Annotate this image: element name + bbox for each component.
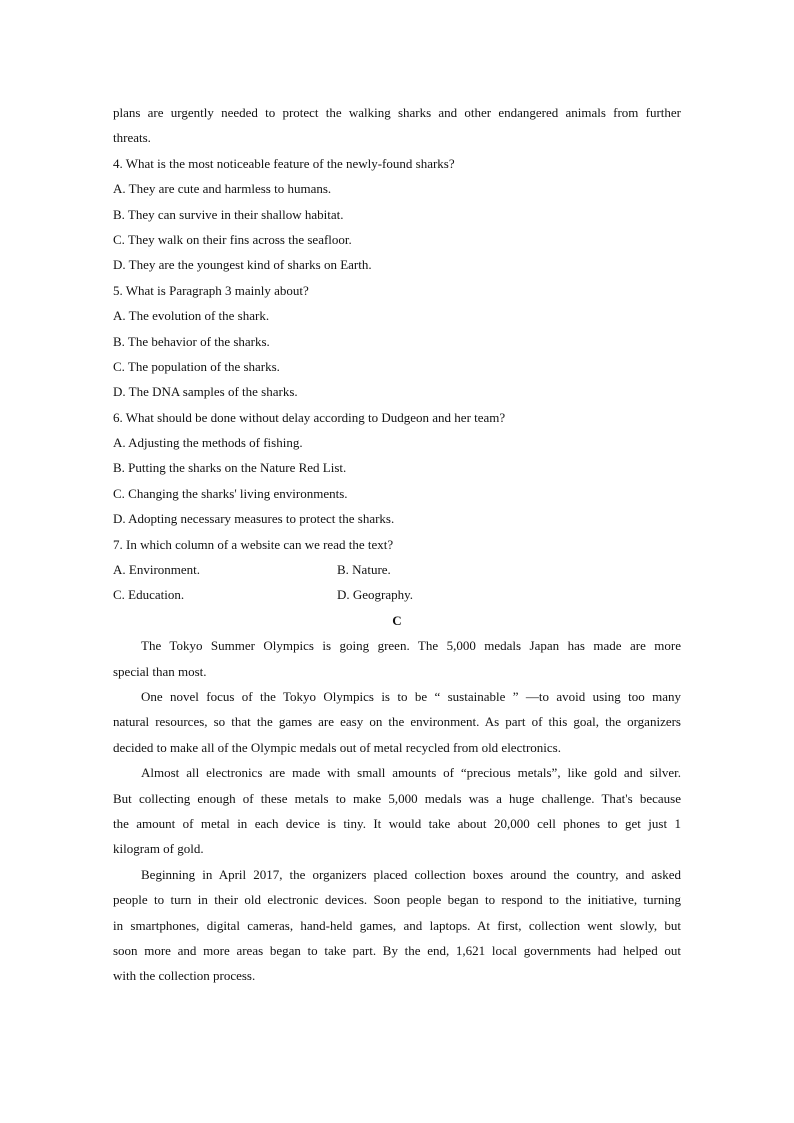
paragraph-line: the amount of metal in each device is tiny. It would take about 20,000 cell phones to get just 1 [113, 815, 681, 831]
answer-option: A. The evolution of the shark. [113, 308, 270, 324]
paragraph-line: decided to make all of the Olympic medals out of metal recycled from old electronics. [113, 739, 561, 755]
answer-option: B. Nature. [337, 562, 391, 578]
answer-option: A. They are cute and harmless to humans. [113, 181, 332, 197]
paragraph-line: people to turn in their old electronic devices. Soon people began to respond to the initiative, turning [113, 892, 681, 908]
answer-option: D. Adopting necessary measures to protect the sharks. [113, 511, 395, 527]
paragraph-line: soon more and more areas began to take part. By the end, 1,621 local governments had helped out [113, 942, 681, 958]
document-page [113, 100, 681, 989]
answer-option: C. The population of the sharks. [113, 358, 280, 374]
question-stem: 7. In which column of a website can we read the text? [113, 536, 394, 552]
paragraph [113, 684, 681, 760]
paragraph [113, 862, 681, 989]
answer-option: B. Putting the sharks on the Nature Red List. [113, 460, 347, 476]
paragraph-line: with the collection process. [113, 968, 256, 984]
answer-option: A. Environment. [113, 562, 201, 578]
question-stem: 6. What should be done without delay according to Dudgeon and her team? [113, 409, 506, 425]
paragraph-line: Beginning in April 2017, the organizers placed collection boxes around the country, and asked [141, 866, 681, 882]
answer-option: B. They can survive in their shallow habitat. [113, 206, 344, 222]
paragraph-line: natural resources, so that the games are easy on the environment. As part of this goal, the organizers [113, 714, 681, 730]
question-6 [113, 405, 681, 532]
answer-option: D. The DNA samples of the sharks. [113, 384, 298, 400]
paragraph-line: The Tokyo Summer Olympics is going green. The 5,000 medals Japan has made are more [141, 638, 681, 654]
question-stem: 5. What is Paragraph 3 mainly about? [113, 282, 309, 298]
answer-option: B. The behavior of the sharks. [113, 333, 270, 349]
paragraph-line: Almost all electronics are made with small amounts of “precious metals”, like gold and silver. [141, 765, 681, 781]
section-heading: C [392, 612, 402, 628]
passage-b-tail [113, 100, 681, 151]
question-7 [113, 532, 681, 608]
paragraph-line: One novel focus of the Tokyo Olympics is to be “ sustainable ” —to avoid using too many [141, 688, 681, 704]
paragraph-line: But collecting enough of these metals to make 5,000 medals was a huge challenge. That's because [113, 790, 681, 806]
paragraph-line: kilogram of gold. [113, 841, 204, 857]
paragraph-line: plans are urgently needed to protect the walking sharks and other endangered animals from further [113, 105, 681, 120]
answer-option: C. Education. [113, 587, 185, 603]
question-5 [113, 278, 681, 405]
answer-option-row [113, 582, 681, 607]
question-stem: 4. What is the most noticeable feature of the newly-found sharks? [113, 155, 455, 171]
answer-option: C. They walk on their fins across the seafloor. [113, 231, 352, 247]
paragraph-line: special than most. [113, 663, 207, 679]
answer-option: C. Changing the sharks' living environments. [113, 485, 348, 501]
answer-option-row [113, 557, 681, 582]
answer-option: D. They are the youngest kind of sharks on Earth. [113, 257, 372, 273]
paragraph-line: in smartphones, digital cameras, hand-held games, and laptops. At first, collection went slowly, but [113, 917, 681, 933]
paragraph-line: threats. [113, 130, 151, 146]
answer-option: A. Adjusting the methods of fishing. [113, 435, 303, 451]
paragraph [113, 633, 681, 684]
passage-c [113, 633, 681, 988]
answer-option: D. Geography. [337, 587, 414, 603]
paragraph [113, 760, 681, 862]
question-4 [113, 151, 681, 278]
